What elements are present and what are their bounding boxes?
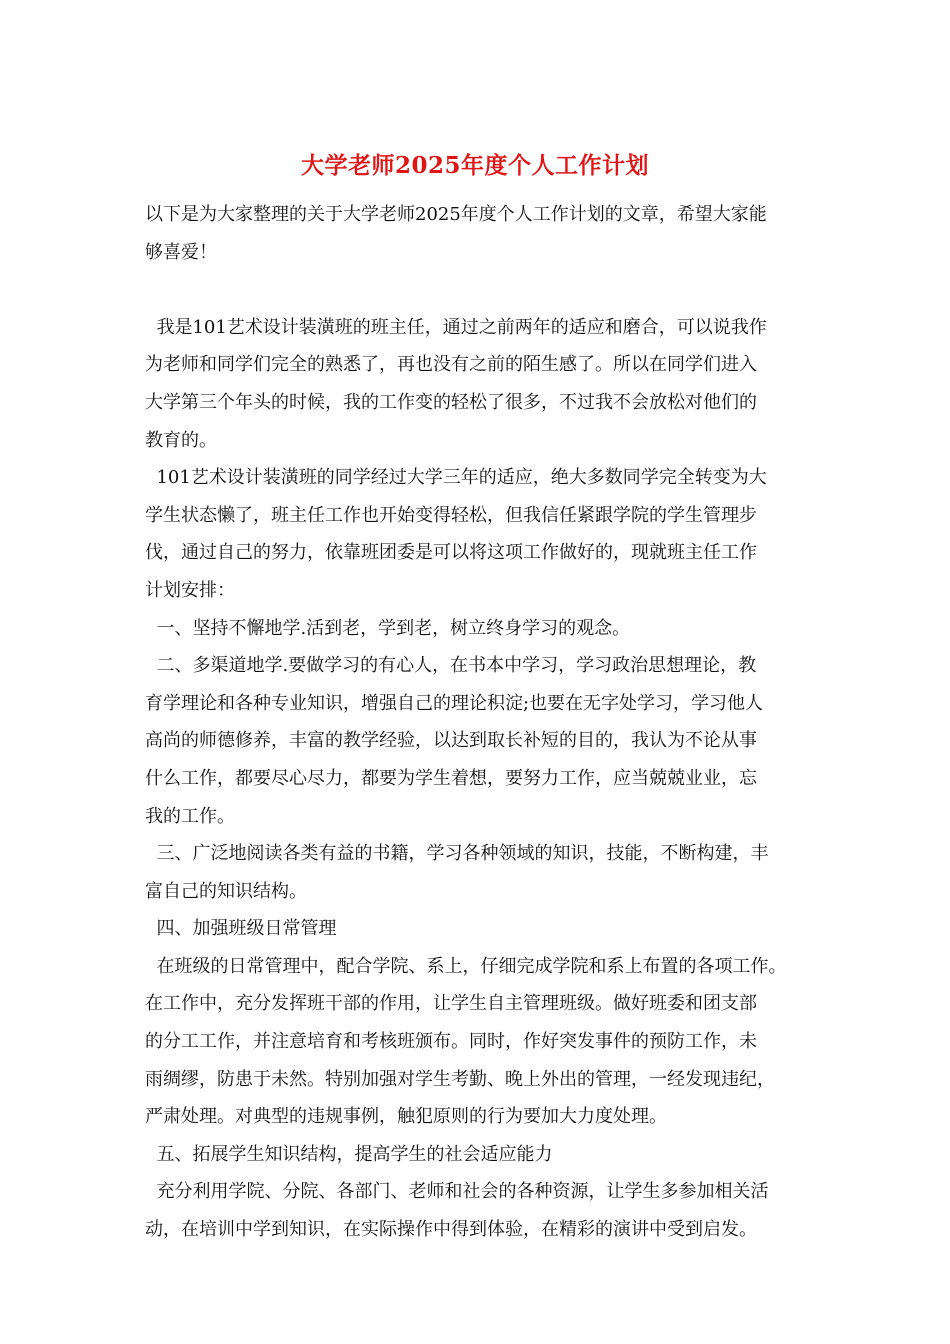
paragraph-line: 我是101艺术设计装潢班的班主任，通过之前两年的适应和磨合，可以说我作 xyxy=(145,316,767,338)
paragraph-line: 什么工作，都要尽心尽力，都要为学生着想，要努力工作，应当兢兢业业，忘 xyxy=(145,767,757,789)
paragraph-line: 在班级的日常管理中，配合学院、系上，仔细完成学院和系上布置的各项工作。 xyxy=(145,955,787,977)
paragraph-line: 高尚的师德修养，丰富的教学经验，以达到取长补短的目的，我认为不论从事 xyxy=(145,730,757,752)
paragraph-line: 三、广泛地阅读各类有益的书籍，学习各种领域的知识，技能，不断构建，丰 xyxy=(145,843,769,865)
paragraph-line: 二、多渠道地学.要做学习的有心人，在书本中学习，学习政治思想理论，教 xyxy=(145,655,757,677)
blank-line xyxy=(145,271,825,309)
paragraph-line: 101艺术设计装潢班的同学经过大学三年的适应，绝大多数同学完全转变为大 xyxy=(145,467,767,489)
paragraph-line: 教育的。 xyxy=(145,429,217,451)
paragraph-line: 计划安排： xyxy=(145,579,235,601)
document-title: 大学老师2025年度个人工作计划 xyxy=(300,152,649,179)
document-body xyxy=(145,196,825,1249)
paragraph-line: 雨绸缪，防患于未然。特别加强对学生考勤、晚上外出的管理，一经发现违纪， xyxy=(145,1068,775,1090)
paragraph-line: 一、坚持不懈地学.活到老，学到老，树立终身学习的观念。 xyxy=(145,617,631,639)
paragraph-line: 的分工工作，并注意培育和考核班颁布。同时，作好突发事件的预防工作，未 xyxy=(145,1031,757,1053)
paragraph-line: 伐，通过自己的努力，依靠班团委是可以将这项工作做好的，现就班主任工作 xyxy=(145,542,757,564)
paragraph-line: 为老师和同学们完全的熟悉了，再也没有之前的陌生感了。所以在同学们进入 xyxy=(145,354,757,376)
paragraph-line: 在工作中，充分发挥班干部的作用，让学生自主管理班级。做好班委和团支部 xyxy=(145,993,757,1015)
paragraph-line: 充分利用学院、分院、各部门、老师和社会的各种资源，让学生多参加相关活 xyxy=(145,1181,769,1203)
paragraph-line: 动，在培训中学到知识，在实际操作中得到体验，在精彩的演讲中受到启发。 xyxy=(145,1219,757,1241)
paragraph-line: 富自己的知识结构。 xyxy=(145,880,307,902)
paragraph-line: 以下是为大家整理的关于大学老师2025年度个人工作计划的文章，希望大家能 xyxy=(145,204,767,225)
paragraph-line: 严肃处理。对典型的违规事例，触犯原则的行为要加大力度处理。 xyxy=(145,1106,667,1128)
paragraph-line: 大学第三个年头的时候，我的工作变的轻松了很多，不过我不会放松对他们的 xyxy=(145,391,757,413)
paragraph-line: 育学理论和各种专业知识，增强自己的理论积淀;也要在无字处学习，学习他人 xyxy=(145,692,764,714)
paragraph-line: 四、加强班级日常管理 xyxy=(145,918,337,940)
paragraph-line: 五、拓展学生知识结构，提高学生的社会适应能力 xyxy=(145,1143,553,1165)
paragraph-line: 我的工作。 xyxy=(145,805,235,827)
paragraph-line: 学生状态懒了，班主任工作也开始变得轻松，但我信任紧跟学院的学生管理步 xyxy=(145,504,757,526)
paragraph-line: 够喜爱！ xyxy=(145,241,217,263)
